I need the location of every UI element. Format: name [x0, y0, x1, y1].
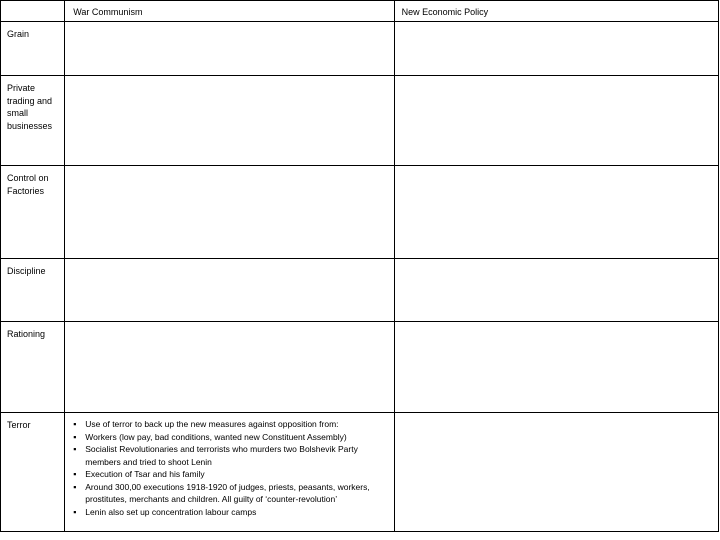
list-item: [73, 443, 389, 468]
bullet-text: Lenin also set up concentration labour camps: [85, 506, 257, 517]
bullet-text: Use of terror to back up the new measures against opposition from:: [85, 419, 339, 429]
cell-control-factories-war-communism[interactable]: [65, 166, 394, 259]
row-label-cell: [1, 259, 65, 322]
bullet-icon: ▪: [73, 506, 77, 517]
row-label-rationing: Rationing: [7, 329, 46, 339]
header-cell-nep: [394, 1, 718, 22]
cell-terror-nep[interactable]: [394, 413, 718, 532]
header-war-communism: War Communism: [73, 7, 143, 17]
row-label-grain: Grain: [7, 29, 30, 39]
table-row-private-trading: [1, 76, 719, 166]
table-row-control-factories: [1, 166, 719, 259]
list-item: [73, 506, 389, 519]
cell-rationing-war-communism[interactable]: [65, 322, 394, 413]
table-row-discipline: [1, 259, 719, 322]
list-item: [73, 431, 389, 444]
bullet-icon: ▪: [73, 481, 77, 492]
bullet-icon: ▪: [73, 469, 77, 479]
bullet-text: Around 300,00 executions 1918-1920 of judges, priests, peasants, workers, prostitutes, merchants and children. All guilty of ‘counter-revolution’: [85, 481, 370, 504]
cell-terror-war-communism[interactable]: [65, 413, 394, 532]
header-new-economic-policy: New Economic Policy: [401, 7, 489, 17]
row-label-private-trading: Private trading and small businesses: [7, 83, 53, 131]
list-item: [73, 468, 389, 481]
list-item: [73, 418, 389, 431]
header-cell-empty: [1, 1, 65, 22]
cell-grain-nep[interactable]: [394, 22, 718, 76]
bullet-icon: ▪: [73, 431, 77, 442]
bullet-text: Execution of Tsar and his family: [85, 469, 205, 479]
cell-discipline-nep[interactable]: [394, 259, 718, 322]
cell-rationing-nep[interactable]: [394, 322, 718, 413]
table-row-terror: [1, 413, 719, 532]
cell-private-trading-war-communism[interactable]: [65, 76, 394, 166]
row-label-discipline: Discipline: [7, 266, 46, 276]
row-label-cell: [1, 413, 65, 532]
cell-private-trading-nep[interactable]: [394, 76, 718, 166]
row-label-cell: [1, 322, 65, 413]
terror-bullet-list: [65, 413, 393, 518]
table-row-rationing: [1, 322, 719, 413]
row-label-terror: Terror: [7, 420, 31, 430]
header-row: [1, 1, 719, 22]
bullet-icon: ▪: [73, 444, 77, 454]
row-label-control-factories: Control on Factories: [7, 173, 49, 196]
row-label-cell: [1, 76, 65, 166]
header-label: [1, 1, 64, 6]
table-row-grain: [1, 22, 719, 76]
list-item: [73, 481, 389, 506]
cell-grain-war-communism[interactable]: [65, 22, 394, 76]
cell-control-factories-nep[interactable]: [394, 166, 718, 259]
bullet-text: Socialist Revolutionaries and terrorists who murders two Bolshevik Party members and tried to shoot Lenin: [85, 444, 358, 467]
cell-discipline-war-communism[interactable]: [65, 259, 394, 322]
row-label-cell: [1, 22, 65, 76]
row-label-cell: [1, 166, 65, 259]
header-cell-war-communism: [65, 1, 394, 22]
bullet-icon: ▪: [73, 419, 77, 429]
bullet-text: Workers (low pay, bad conditions, wanted new Constituent Assembly): [85, 431, 347, 442]
